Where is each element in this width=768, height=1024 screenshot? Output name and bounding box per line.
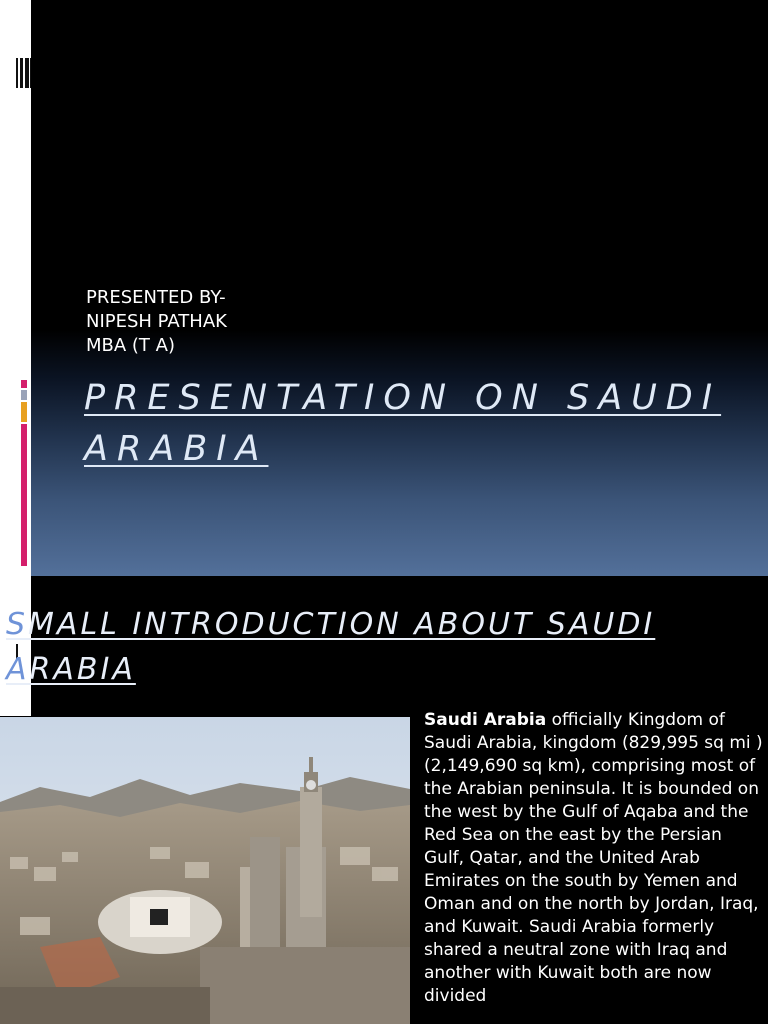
introduction-slide bbox=[0, 576, 768, 1024]
city-skyline-photo bbox=[0, 717, 410, 1024]
title-rest: MALL INTRODUCTION ABOUT SAUDI bbox=[28, 607, 656, 642]
accent-bar-pink bbox=[21, 380, 27, 388]
presenter-line: MBA (T A) bbox=[86, 335, 175, 356]
title-line2-rest: RABIA bbox=[29, 652, 136, 687]
title-first-letter: S bbox=[6, 607, 29, 642]
accent-bar-pink-long bbox=[21, 424, 27, 566]
description-text: officially Kingdom of Saudi Arabia, kingdom (829,995 sq mi )(2,149,690 sq km), comprising most of the Arabian peninsula. It is bounded on the west by the Gulf of Aqaba and the Red Sea on the east by the Persian Gulf, Qatar, and the United Arab Emirates on the south by Yemen and Oman and on the north by Jordan, Iraq, and Kuwait. Saudi Arabia formerly shared a neutral zone with Iraq and another with Kuwait both are now divided bbox=[424, 710, 763, 1006]
description-bold: Saudi Arabia bbox=[424, 710, 547, 730]
accent-bar-yellow bbox=[21, 402, 27, 422]
presenter-info bbox=[86, 286, 227, 358]
introduction-text bbox=[424, 709, 766, 1008]
decorative-bars bbox=[16, 58, 31, 88]
title-line2-first-letter: A bbox=[6, 652, 30, 687]
accent-bar-gray bbox=[21, 390, 27, 400]
introduction-title bbox=[6, 602, 696, 692]
presenter-line: NIPESH PATHAK bbox=[86, 311, 227, 332]
slide-title: PRESENTATION ON SAUDI ARABIA bbox=[84, 378, 722, 469]
presenter-line: PRESENTED BY- bbox=[86, 287, 226, 308]
